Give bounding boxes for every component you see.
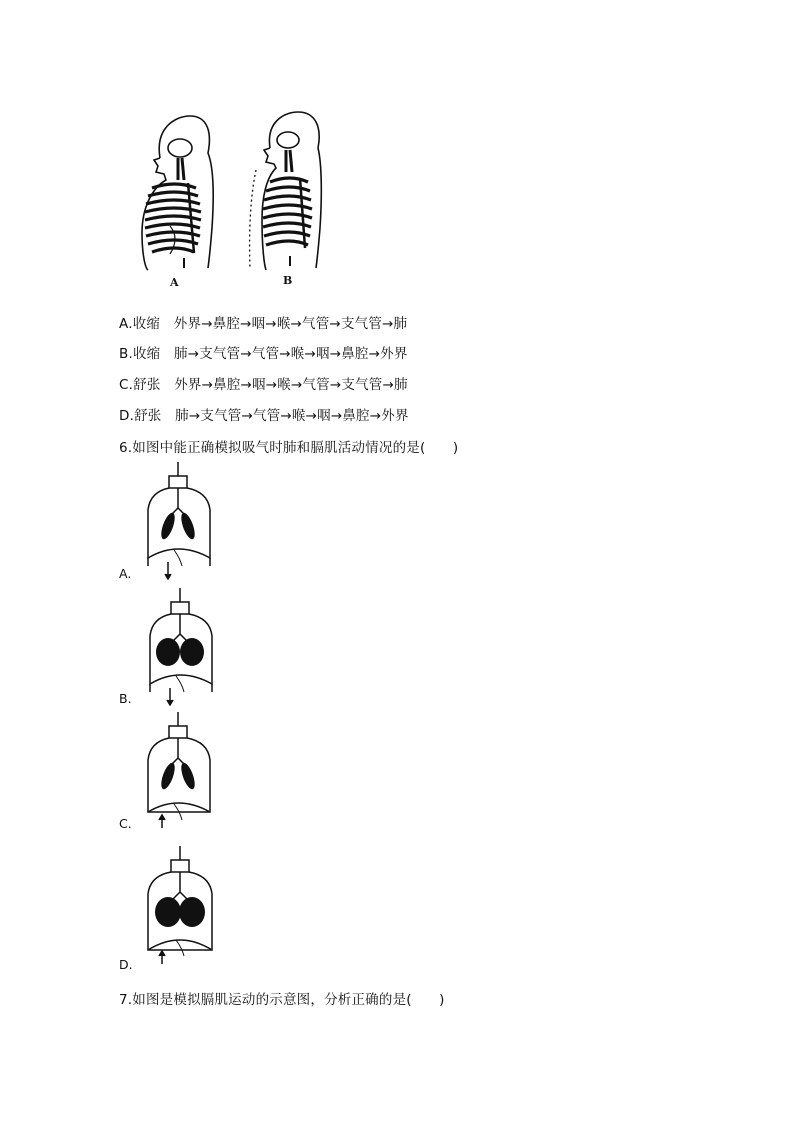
q6-option-label-d: D.: [119, 957, 133, 972]
q5-breathing-figure: [130, 108, 340, 293]
q6-option-label-c: C.: [119, 816, 132, 831]
q5-option-d: D.舒张 肺→支气管→气管→喉→咽→鼻腔→外界: [119, 408, 409, 424]
q6-option-a-figure: [140, 462, 220, 580]
figure-a-thorax: [142, 116, 213, 270]
bell-jar-model-a: [140, 462, 220, 580]
bell-jar-model-c: [140, 712, 220, 830]
q6-question: 6.如图中能正确模拟吸气时肺和膈肌活动情况的是( ): [119, 440, 459, 456]
figure-label-a: A: [170, 276, 179, 289]
q6-option-b-figure: [140, 588, 220, 706]
q6-option-label-a: A.: [119, 566, 132, 581]
bell-jar-model-b: [140, 588, 220, 706]
q6-option-label-b: B.: [119, 691, 132, 706]
q5-option-a: A.收缩 外界→鼻腔→咽→喉→气管→支气管→肺: [119, 316, 408, 332]
q7-question: 7.如图是模拟膈肌运动的示意图，分析正确的是( ): [119, 992, 445, 1008]
figure-b-thorax: [250, 112, 322, 270]
figure-label-b: B: [283, 274, 293, 287]
q5-option-b: B.收缩 肺→支气管→气管→喉→咽→鼻腔→外界: [119, 346, 408, 362]
q6-option-d-figure: [138, 846, 222, 966]
q5-option-c: C.舒张 外界→鼻腔→咽→喉→气管→支气管→肺: [119, 377, 408, 393]
q6-option-c-figure: [140, 712, 220, 830]
human-thorax-diagram: [130, 108, 340, 293]
bell-jar-model-d: [138, 846, 222, 966]
